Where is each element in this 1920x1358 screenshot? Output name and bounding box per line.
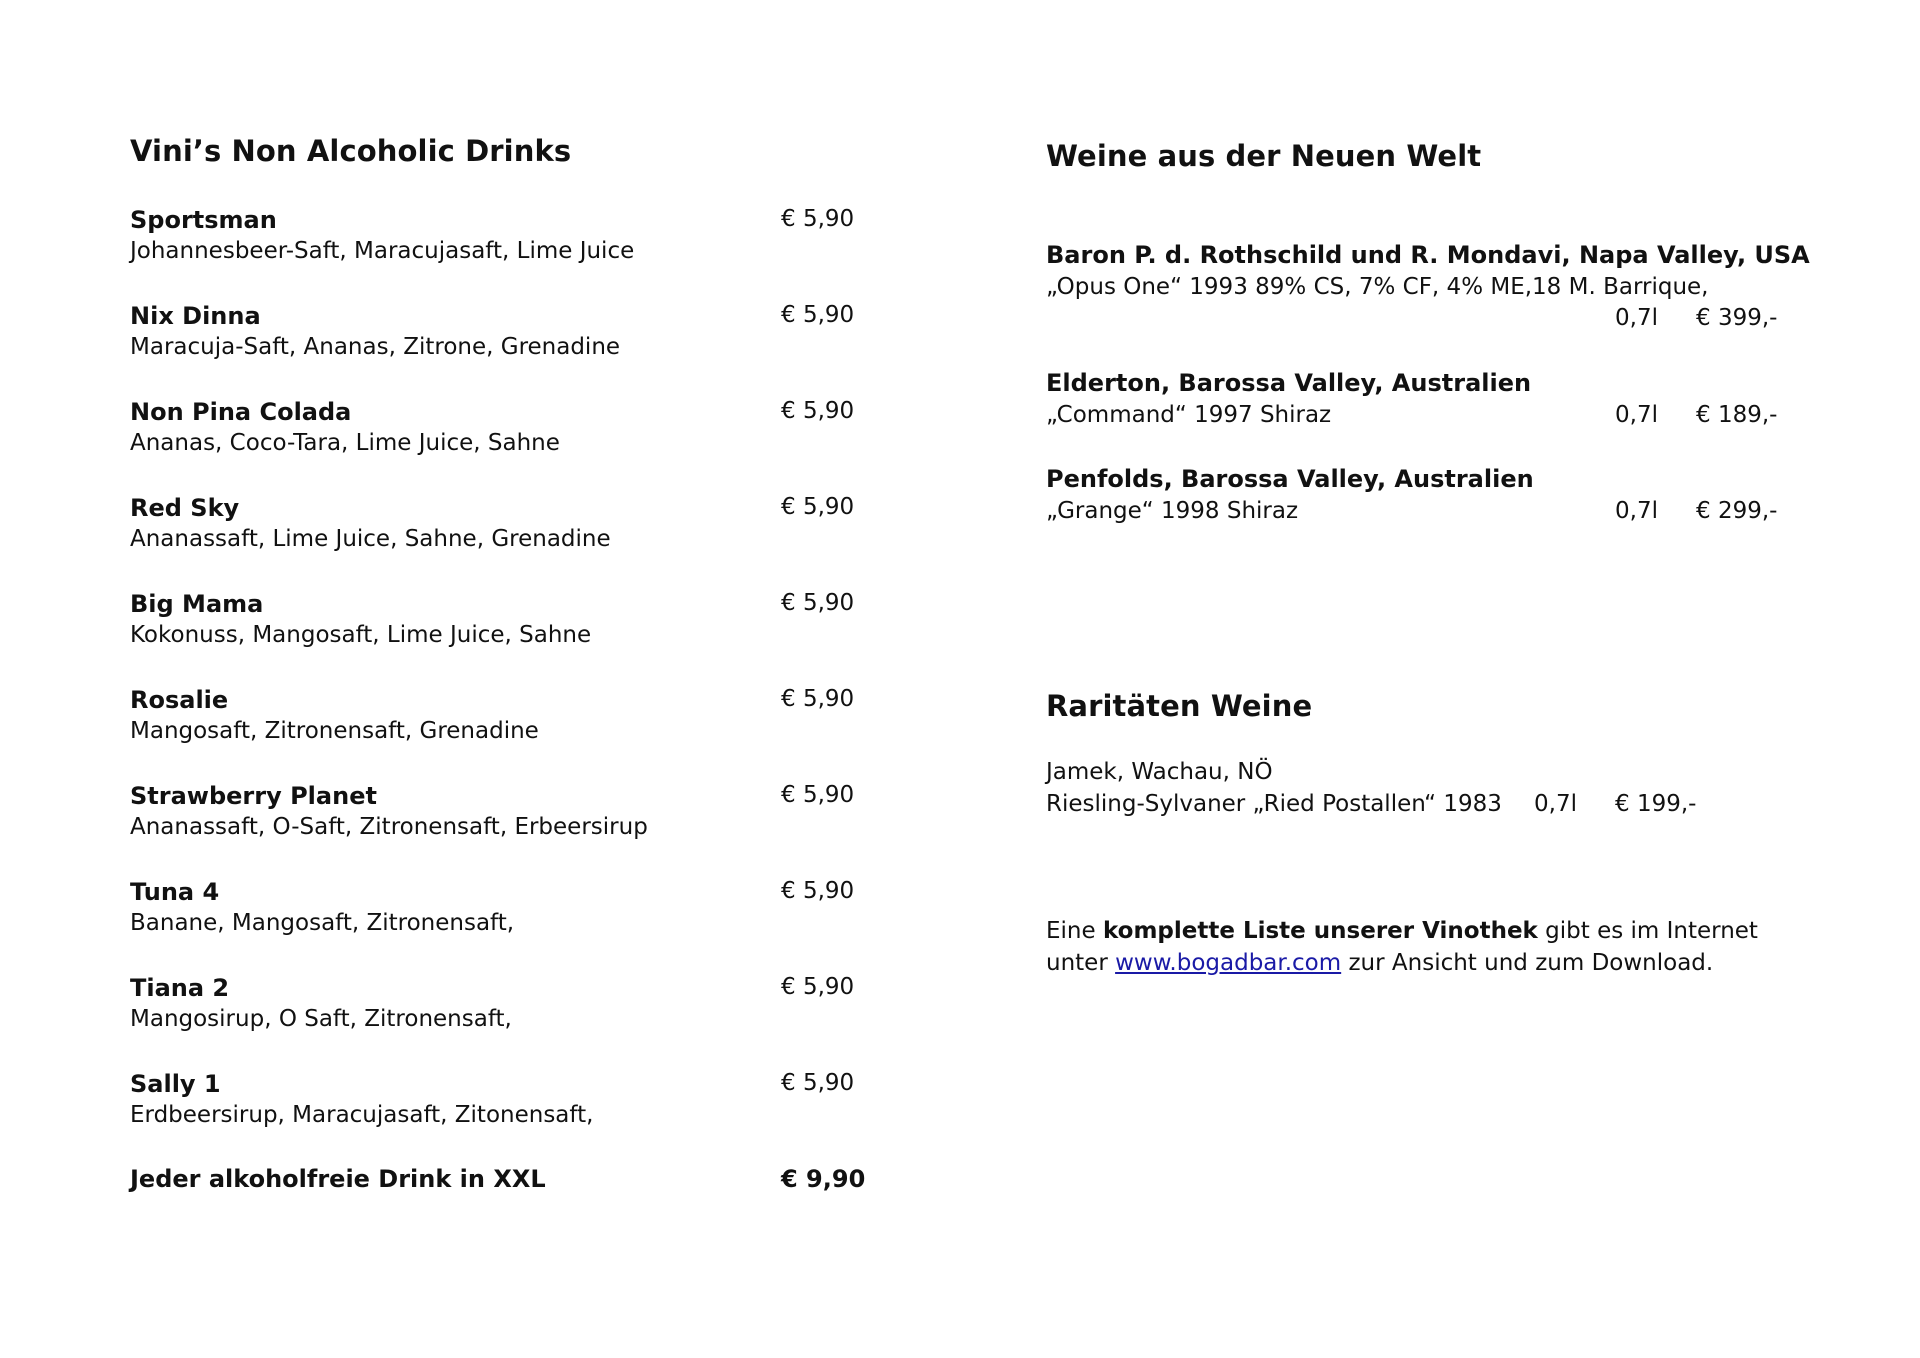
wine-price: € 399,- — [1696, 305, 1778, 331]
drink-ingredients: Mangosaft, Zitronensaft, Grenadine — [130, 718, 539, 744]
rarity-price: € 199,- — [1615, 791, 1697, 817]
drink-ingredients: Johannesbeer-Saft, Maracujasaft, Lime Juice — [130, 238, 635, 264]
drink-ingredients: Ananassaft, O-Saft, Zitronensaft, Erbeersirup — [130, 814, 648, 840]
wine-producer: Penfolds, Barossa Valley, Australien — [1046, 465, 1534, 493]
drink-ingredients: Kokonuss, Mangosaft, Lime Juice, Sahne — [130, 622, 592, 648]
drink-name: Big Mama — [130, 590, 264, 618]
wine-producer: Elderton, Barossa Valley, Australien — [1046, 369, 1532, 397]
drink-name: Red Sky — [130, 494, 240, 522]
drink-price: € 5,90 — [781, 206, 855, 232]
wine-price: € 299,- — [1696, 498, 1778, 524]
rarity-detail: Riesling-Sylvaner „Ried Postallen“ 1983 — [1046, 791, 1502, 817]
drink-name: Rosalie — [130, 686, 229, 714]
drink-price: € 5,90 — [781, 782, 855, 808]
drink-ingredients: Erdbeersirup, Maracujasaft, Zitonensaft, — [130, 1102, 594, 1128]
website-link[interactable]: www.bogadbar.com — [1115, 950, 1342, 976]
wine-detail: „Opus One“ 1993 89% CS, 7% CF, 4% ME,18 M. Barrique, — [1046, 274, 1709, 300]
drink-price: € 5,90 — [781, 398, 855, 424]
wine-volume: 0,7l — [1615, 498, 1658, 524]
xxl-label: Jeder alkoholfreie Drink in XXL — [130, 1165, 546, 1193]
xxl-price: € 9,90 — [781, 1165, 866, 1193]
drink-name: Non Pina Colada — [130, 398, 352, 426]
vinothek-note-bold: komplette Liste unserer Vinothek — [1102, 918, 1538, 944]
new-world-title: Weine aus der Neuen Welt — [1046, 139, 1482, 173]
drink-price: € 5,90 — [781, 878, 855, 904]
drink-name: Tuna 4 — [130, 878, 220, 906]
drink-ingredients: Mangosirup, O Saft, Zitronensaft, — [130, 1006, 512, 1032]
wine-volume: 0,7l — [1615, 305, 1658, 331]
wine-volume: 0,7l — [1615, 402, 1658, 428]
drink-name: Sally 1 — [130, 1070, 221, 1098]
rarity-producer: Jamek, Wachau, NÖ — [1046, 759, 1273, 785]
drink-price: € 5,90 — [781, 686, 855, 712]
drink-price: € 5,90 — [781, 590, 855, 616]
drink-name: Nix Dinna — [130, 302, 261, 330]
vinothek-note-line1: Eine komplette Liste unserer Vinothek gibt es im Internet — [1046, 918, 1758, 944]
rarity-volume: 0,7l — [1534, 791, 1577, 817]
drink-name: Strawberry Planet — [130, 782, 377, 810]
wine-detail: „Grange“ 1998 Shiraz — [1046, 498, 1299, 524]
drink-name: Sportsman — [130, 206, 277, 234]
wine-detail: „Command“ 1997 Shiraz — [1046, 402, 1332, 428]
drink-price: € 5,90 — [781, 302, 855, 328]
drink-ingredients: Banane, Mangosaft, Zitronensaft, — [130, 910, 515, 936]
drink-price: € 5,90 — [781, 974, 855, 1000]
drink-ingredients: Ananassaft, Lime Juice, Sahne, Grenadine — [130, 526, 611, 552]
wine-producer: Baron P. d. Rothschild und R. Mondavi, Napa Valley, USA — [1046, 241, 1810, 269]
rarities-title: Raritäten Weine — [1046, 689, 1313, 723]
vinothek-note-line2: unter www.bogadbar.com zur Ansicht und zum Download. — [1046, 950, 1714, 976]
wine-price: € 189,- — [1696, 402, 1778, 428]
non-alcoholic-title: Vini’s Non Alcoholic Drinks — [130, 134, 572, 168]
drink-price: € 5,90 — [781, 1070, 855, 1096]
drink-ingredients: Maracuja-Saft, Ananas, Zitrone, Grenadine — [130, 334, 621, 360]
drink-price: € 5,90 — [781, 494, 855, 520]
drink-name: Tiana 2 — [130, 974, 230, 1002]
drink-ingredients: Ananas, Coco-Tara, Lime Juice, Sahne — [130, 430, 560, 456]
